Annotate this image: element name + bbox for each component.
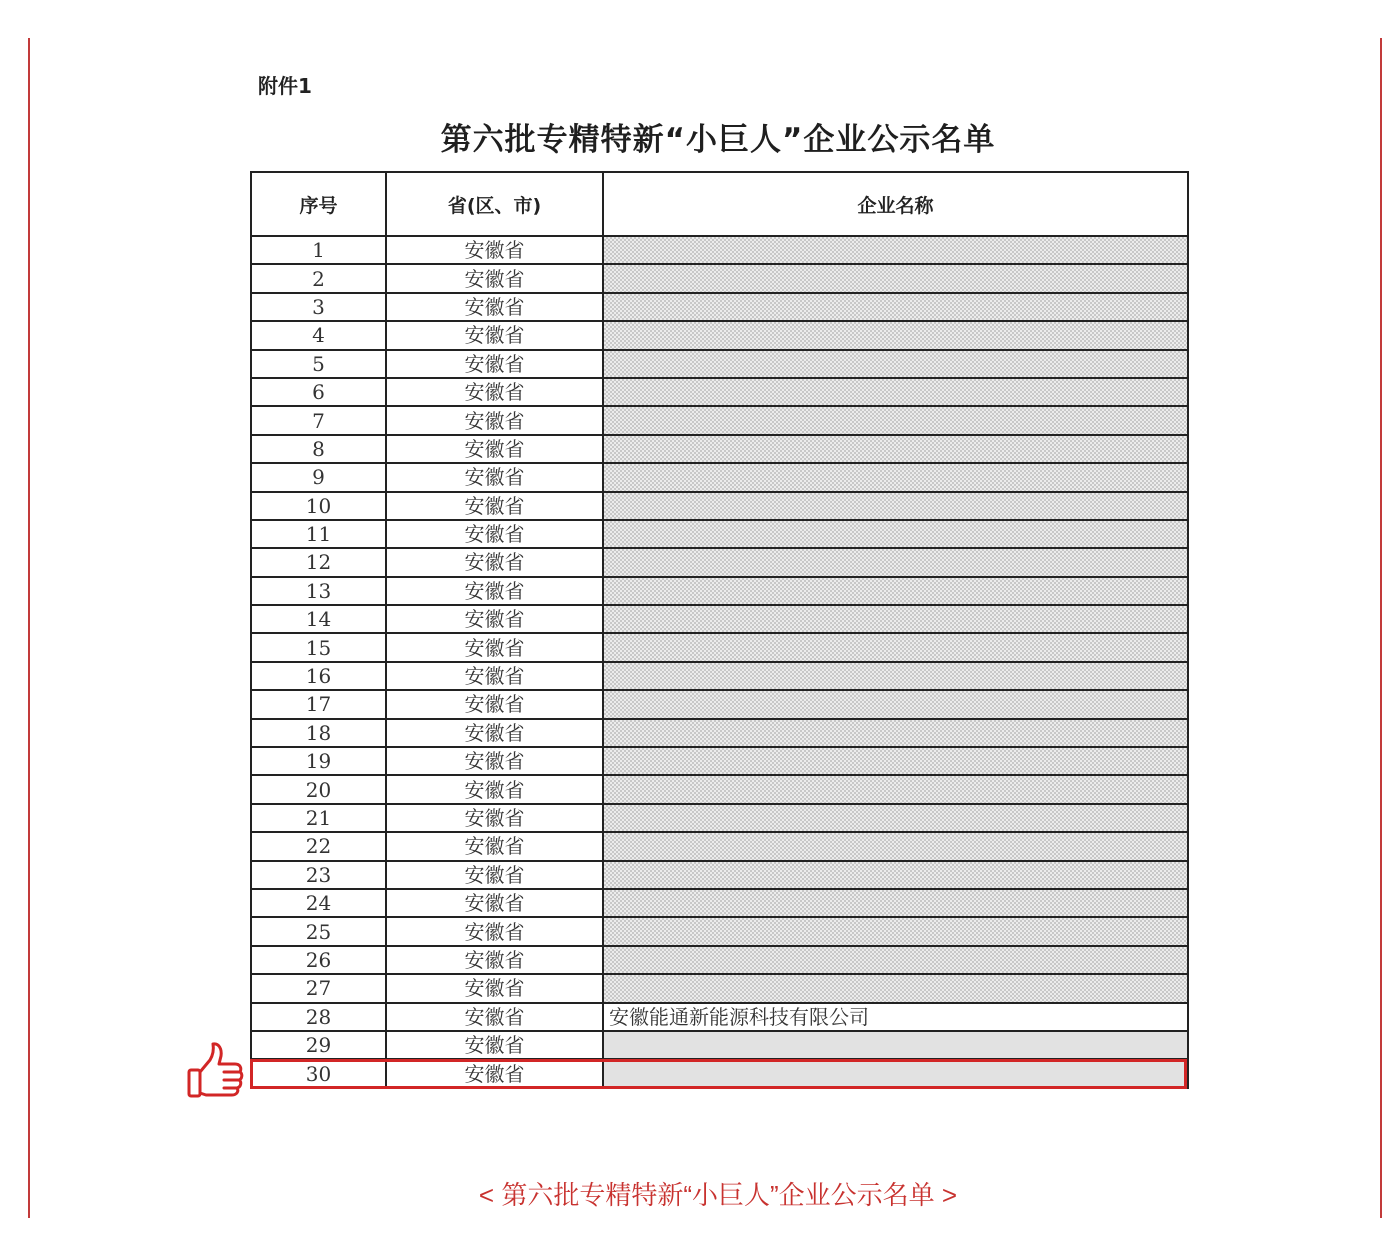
serial-cell: 8 — [251, 435, 386, 463]
province-cell: 安徽省 — [386, 236, 603, 264]
serial-cell: 30 — [251, 1059, 386, 1087]
province-cell: 安徽省 — [386, 974, 603, 1002]
table-row — [251, 406, 1188, 434]
company-name-cell — [603, 747, 1188, 775]
province-cell: 安徽省 — [386, 463, 603, 491]
province-cell: 安徽省 — [386, 435, 603, 463]
province-cell: 安徽省 — [386, 350, 603, 378]
company-name-cell — [603, 662, 1188, 690]
serial-cell: 9 — [251, 463, 386, 491]
table-row — [251, 435, 1188, 463]
company-name-cell — [603, 974, 1188, 1002]
table-row — [251, 605, 1188, 633]
table-row — [251, 321, 1188, 349]
province-cell: 安徽省 — [386, 775, 603, 803]
table-row — [251, 1003, 1188, 1031]
province-cell: 安徽省 — [386, 406, 603, 434]
header-province: 省(区、市) — [386, 172, 603, 236]
table-row — [251, 974, 1188, 1002]
province-cell: 安徽省 — [386, 321, 603, 349]
document-title: 第六批专精特新“小巨人”企业公示名单 — [440, 122, 996, 158]
province-cell: 安徽省 — [386, 378, 603, 406]
serial-cell: 6 — [251, 378, 386, 406]
serial-cell: 16 — [251, 662, 386, 690]
province-cell: 安徽省 — [386, 577, 603, 605]
company-name-cell — [603, 861, 1188, 889]
table-row — [251, 775, 1188, 803]
serial-cell: 22 — [251, 832, 386, 860]
serial-cell: 27 — [251, 974, 386, 1002]
table-row — [251, 577, 1188, 605]
company-name-cell — [603, 917, 1188, 945]
serial-cell: 13 — [251, 577, 386, 605]
thumbs-up-icon — [186, 1040, 244, 1100]
table-row — [251, 463, 1188, 491]
serial-cell: 23 — [251, 861, 386, 889]
table-row — [251, 633, 1188, 661]
serial-cell: 29 — [251, 1031, 386, 1059]
province-cell: 安徽省 — [386, 264, 603, 292]
serial-cell: 1 — [251, 236, 386, 264]
table-row — [251, 917, 1188, 945]
company-name-cell — [603, 293, 1188, 321]
table-row — [251, 804, 1188, 832]
table-row — [251, 719, 1188, 747]
company-name-cell — [603, 1031, 1188, 1059]
company-name-cell — [603, 577, 1188, 605]
serial-cell: 25 — [251, 917, 386, 945]
province-cell: 安徽省 — [386, 662, 603, 690]
serial-cell: 4 — [251, 321, 386, 349]
table-row — [251, 832, 1188, 860]
image-caption: < 第六批专精特新“小巨人”企业公示名单 > — [478, 1180, 958, 1210]
company-name-cell — [603, 832, 1188, 860]
company-name-cell — [603, 350, 1188, 378]
company-name-cell — [603, 605, 1188, 633]
company-name-cell — [603, 775, 1188, 803]
company-name-cell — [603, 236, 1188, 264]
province-cell: 安徽省 — [386, 747, 603, 775]
serial-cell: 21 — [251, 804, 386, 832]
right-border-line — [1380, 38, 1382, 1218]
province-cell: 安徽省 — [386, 832, 603, 860]
table-row — [251, 492, 1188, 520]
table-row — [251, 548, 1188, 576]
left-border-line — [28, 38, 30, 1218]
company-name-cell — [603, 889, 1188, 917]
serial-cell: 19 — [251, 747, 386, 775]
serial-cell: 5 — [251, 350, 386, 378]
table-row — [251, 1031, 1188, 1059]
serial-cell: 14 — [251, 605, 386, 633]
serial-cell: 7 — [251, 406, 386, 434]
company-name-cell — [603, 520, 1188, 548]
company-name-cell — [603, 463, 1188, 491]
header-company: 企业名称 — [603, 172, 1188, 236]
province-cell: 安徽省 — [386, 946, 603, 974]
province-cell: 安徽省 — [386, 690, 603, 718]
province-cell: 安徽省 — [386, 605, 603, 633]
table-row — [251, 293, 1188, 321]
serial-cell: 17 — [251, 690, 386, 718]
serial-cell: 11 — [251, 520, 386, 548]
header-serial: 序号 — [251, 172, 386, 236]
table-row — [251, 747, 1188, 775]
province-cell: 安徽省 — [386, 293, 603, 321]
table-row — [251, 662, 1188, 690]
province-cell: 安徽省 — [386, 889, 603, 917]
serial-cell: 3 — [251, 293, 386, 321]
table-row — [251, 861, 1188, 889]
company-name-cell — [603, 804, 1188, 832]
company-name-cell — [603, 406, 1188, 434]
province-cell: 安徽省 — [386, 492, 603, 520]
attachment-label: 附件1 — [258, 74, 312, 98]
company-name-cell — [603, 719, 1188, 747]
province-cell: 安徽省 — [386, 719, 603, 747]
table-row — [251, 690, 1188, 718]
company-list-table — [250, 171, 1189, 1089]
serial-cell: 20 — [251, 775, 386, 803]
company-name-cell — [603, 492, 1188, 520]
province-cell: 安徽省 — [386, 917, 603, 945]
table-row — [251, 236, 1188, 264]
table-row — [251, 889, 1188, 917]
serial-cell: 12 — [251, 548, 386, 576]
company-name-cell — [603, 435, 1188, 463]
province-cell: 安徽省 — [386, 633, 603, 661]
province-cell: 安徽省 — [386, 804, 603, 832]
company-name-cell — [603, 378, 1188, 406]
table-row — [251, 350, 1188, 378]
company-name-cell — [603, 264, 1188, 292]
table-row — [251, 1059, 1188, 1087]
table-row — [251, 946, 1188, 974]
province-cell: 安徽省 — [386, 1003, 603, 1031]
province-cell: 安徽省 — [386, 520, 603, 548]
serial-cell: 28 — [251, 1003, 386, 1031]
serial-cell: 10 — [251, 492, 386, 520]
province-cell: 安徽省 — [386, 548, 603, 576]
company-name-cell — [603, 633, 1188, 661]
table-row — [251, 378, 1188, 406]
serial-cell: 26 — [251, 946, 386, 974]
serial-cell: 24 — [251, 889, 386, 917]
company-name-cell — [603, 321, 1188, 349]
serial-cell: 18 — [251, 719, 386, 747]
serial-cell: 15 — [251, 633, 386, 661]
table-row — [251, 264, 1188, 292]
company-name-cell — [603, 548, 1188, 576]
province-cell: 安徽省 — [386, 1059, 603, 1087]
table-row — [251, 520, 1188, 548]
serial-cell: 2 — [251, 264, 386, 292]
company-name-cell: 安徽能通新能源科技有限公司 — [603, 1003, 1188, 1031]
company-name-cell — [603, 690, 1188, 718]
province-cell: 安徽省 — [386, 1031, 603, 1059]
company-name-cell — [603, 946, 1188, 974]
province-cell: 安徽省 — [386, 861, 603, 889]
table-header-row — [251, 172, 1188, 236]
company-name-cell — [603, 1059, 1188, 1087]
